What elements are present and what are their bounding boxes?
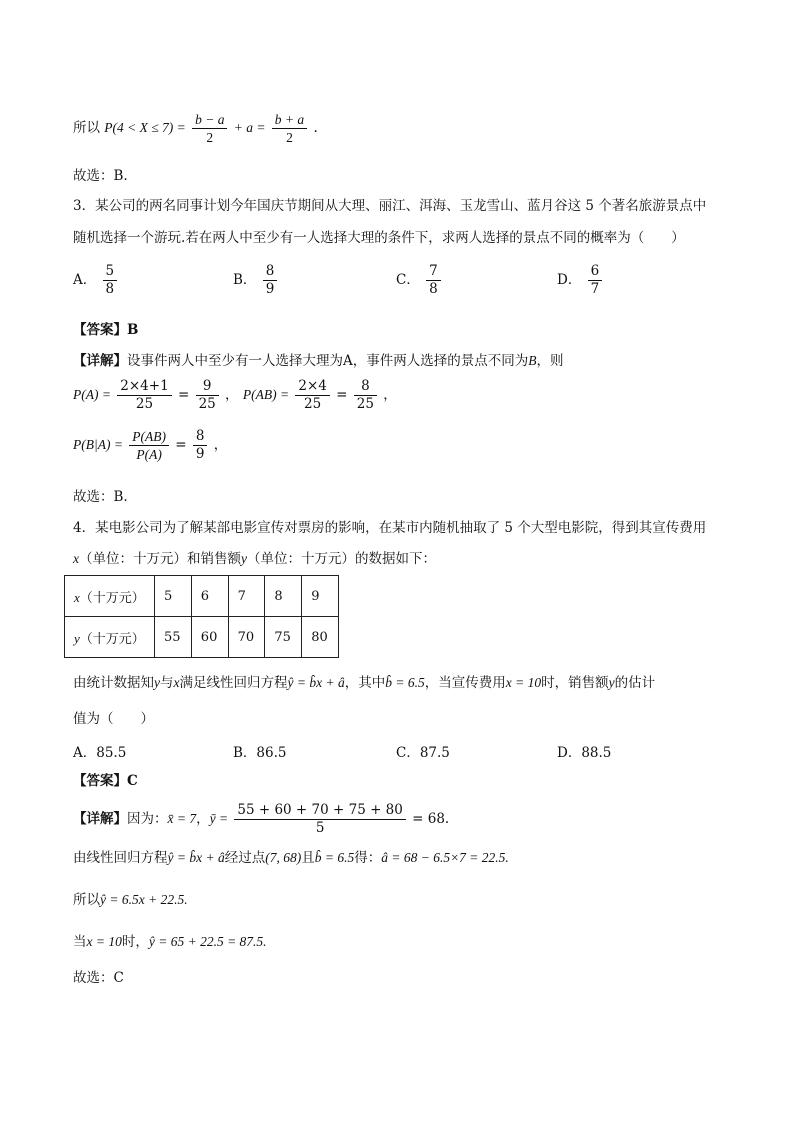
text: 由线性回归方程 (73, 850, 168, 866)
text: 时，销售额 (541, 675, 609, 691)
detail-label: 【详解】 (73, 353, 127, 369)
slope-value: b̂ = 6.5 (385, 675, 425, 690)
unit: （十万元） (79, 631, 145, 647)
text: 因为： (127, 811, 168, 827)
point: (7, 68) (265, 850, 302, 865)
pa-fraction (117, 378, 171, 413)
option-label: B． (233, 272, 257, 288)
choose-line-2: 故选：B. (73, 489, 128, 505)
numerator: 7 (426, 263, 441, 281)
x-value: x = 10 (505, 675, 542, 690)
detail-label: 【详解】 (73, 811, 127, 827)
text: ，当宣传费用 (424, 675, 506, 691)
q4-regression-line (73, 849, 509, 867)
unit: （十万元） (79, 590, 145, 606)
denominator: 9 (195, 446, 205, 462)
q3-option-b[interactable] (233, 263, 279, 298)
denominator: 25 (356, 396, 374, 412)
slope-value: b̂ = 6.5 (314, 850, 355, 865)
separator: ， (225, 387, 239, 403)
cond-value (193, 428, 208, 463)
q3-line-1: 3．某公司的两名同事计划今年国庆节期间从大理、丽江、洱海、玉龙雪山、蓝月谷这 5 个著名旅游景点中 (73, 198, 707, 214)
text: 当 (73, 934, 87, 950)
fitted-equation: ŷ = 6.5x + 22.5. (100, 892, 188, 907)
text: 经过点 (224, 850, 266, 866)
event-a: A (343, 353, 353, 369)
detail-text: 设事件两人中至少有一人选择大理为 (127, 353, 343, 369)
numerator: 8 (354, 378, 377, 396)
pa-lhs: P(A) = (73, 387, 111, 402)
numerator: 8 (263, 263, 278, 281)
q4-stat-line (73, 674, 655, 692)
table-cell: 7 (228, 576, 265, 617)
table-row (65, 617, 339, 658)
formula-line-p (73, 111, 318, 146)
separator: ， (196, 811, 210, 827)
denominator: 7 (590, 281, 600, 297)
data-table (64, 575, 339, 658)
x-mean: x̄ = 7 (167, 811, 197, 826)
text: （单位：十万元）和销售额 (79, 551, 241, 567)
pa-value (196, 378, 219, 413)
text-prefix: 所以 (73, 120, 100, 136)
text: 与 (160, 675, 174, 691)
detail-text-2: ，事件两人选择的景点不同为 (352, 353, 529, 369)
denominator: 2 (286, 130, 293, 145)
table-row (65, 576, 339, 617)
q3-option-d[interactable] (557, 263, 604, 298)
option-label: C． (396, 272, 420, 288)
option-fraction (426, 263, 441, 298)
text: （单位：十万元）的数据如下： (247, 551, 436, 567)
denominator: 8 (429, 281, 438, 297)
denominator: 8 (105, 281, 115, 297)
option-label: A． (73, 272, 97, 288)
numerator: 6 (588, 263, 603, 281)
text: ，其中 (344, 675, 386, 691)
table-cell: 8 (265, 576, 302, 617)
prediction: ŷ = 65 + 22.5 = 87.5. (148, 934, 267, 949)
equals: = (175, 437, 187, 453)
var-x: x (74, 589, 80, 605)
table-cell: 5 (155, 576, 192, 617)
denominator: 25 (304, 396, 322, 412)
choose-line-3: 故选：C (73, 970, 124, 986)
row-header (65, 617, 155, 658)
intercept-calc: â = 68 − 6.5×7 = 22.5. (381, 850, 509, 865)
regression-equation: ŷ = b̂x + â (287, 675, 345, 690)
q3-prob-line (73, 378, 397, 413)
numerator: b − a (192, 111, 227, 129)
q4-when-line (73, 933, 267, 951)
table-cell: 55 (155, 617, 192, 658)
option-label: D． (557, 272, 582, 288)
numerator: b + a (272, 111, 307, 129)
q3-option-a[interactable] (73, 263, 119, 298)
q4-line-1: 4．某电影公司为了解某部电影宣传对票房的影响，在某市内随机抽取了 5 个大型电影院，得到其宣传费用 (73, 520, 707, 536)
denominator: 2 (206, 130, 214, 145)
numerator: 2×4 (295, 378, 330, 396)
q4-detail-line (73, 802, 449, 837)
choose-line-1: 故选：B. (73, 168, 128, 184)
table-cell: 9 (302, 576, 339, 617)
var-x: x (73, 551, 79, 566)
pab-value (354, 378, 377, 413)
option-fraction (263, 263, 278, 298)
q4-option-b[interactable]: B．86.5 (233, 745, 287, 761)
denominator: 25 (135, 396, 154, 412)
detail-text-3: ，则 (536, 353, 564, 369)
var-y: y (154, 675, 160, 690)
table-cell: 70 (228, 617, 265, 658)
event-b: B (528, 353, 537, 368)
text: 的估计 (614, 675, 656, 691)
q3-conditional-line (73, 428, 227, 463)
separator: ， (213, 437, 228, 453)
regression-equation: ŷ = b̂x + â (167, 850, 225, 865)
table-cell: 60 (191, 617, 228, 658)
text: 由统计数据知 (73, 675, 154, 691)
x-value: x = 10 (86, 934, 122, 949)
period: . (313, 120, 318, 136)
q3-detail-line (73, 352, 564, 370)
pab-lhs: P(AB) = (242, 387, 290, 402)
var-y: y (241, 551, 247, 566)
text: 且 (301, 850, 315, 866)
q4-line-2 (73, 550, 436, 568)
row-header (65, 576, 155, 617)
cond-fraction (129, 428, 169, 463)
separator: ， (383, 387, 397, 403)
y-mean-fraction (234, 802, 405, 837)
cond-lhs: P(B|A) = (73, 437, 123, 452)
text: 得： (354, 850, 382, 866)
text: 所以 (73, 892, 100, 908)
var-y: y (608, 675, 615, 690)
var-x: x (173, 675, 180, 690)
equals: = (336, 387, 348, 403)
y-mean-lhs: ȳ = (209, 811, 229, 826)
var-y: y (74, 630, 80, 646)
numerator: 5 (103, 263, 118, 281)
probability-expression: P(4 < X ≤ 7) = (104, 120, 186, 135)
option-fraction (588, 263, 603, 298)
table-cell: 6 (191, 576, 228, 617)
denominator: 9 (265, 281, 275, 297)
numerator: 8 (193, 428, 208, 446)
denominator: 25 (198, 396, 216, 412)
q3-line-2: 随机选择一个游玩.若在两人中至少有一人选择大理的条件下，求两人选择的景点不同的概率为（ ） (73, 230, 685, 246)
q4-line-4: 值为（ ） (73, 711, 154, 727)
denominator: P(A) (136, 447, 162, 462)
denominator: 5 (315, 820, 325, 836)
q3-answer: 【答案】B (73, 322, 139, 338)
q3-option-c[interactable] (396, 263, 443, 298)
table-cell: 80 (302, 617, 339, 658)
q4-option-c[interactable]: C．87.5 (396, 745, 450, 761)
q4-so-line (73, 891, 188, 909)
table-cell: 75 (265, 617, 302, 658)
equals: = (177, 387, 190, 403)
numerator: 2×4+1 (117, 378, 171, 396)
pab-fraction (295, 378, 330, 413)
option-fraction (103, 263, 118, 298)
numerator: 55 + 60 + 70 + 75 + 80 (234, 802, 405, 820)
q4-answer: 【答案】C (73, 773, 138, 789)
y-mean-value: = 68. (412, 811, 450, 827)
plus-a: + a = (233, 120, 266, 135)
numerator: P(AB) (129, 428, 169, 446)
fraction-b-minus-a (192, 111, 227, 146)
text: 时， (121, 934, 149, 950)
numerator: 9 (196, 378, 219, 396)
fraction-b-plus-a (272, 111, 307, 146)
q4-option-a[interactable]: A．85.5 (73, 745, 127, 761)
text: 满足线性回归方程 (179, 675, 288, 691)
q4-option-d[interactable]: D．88.5 (557, 745, 612, 761)
